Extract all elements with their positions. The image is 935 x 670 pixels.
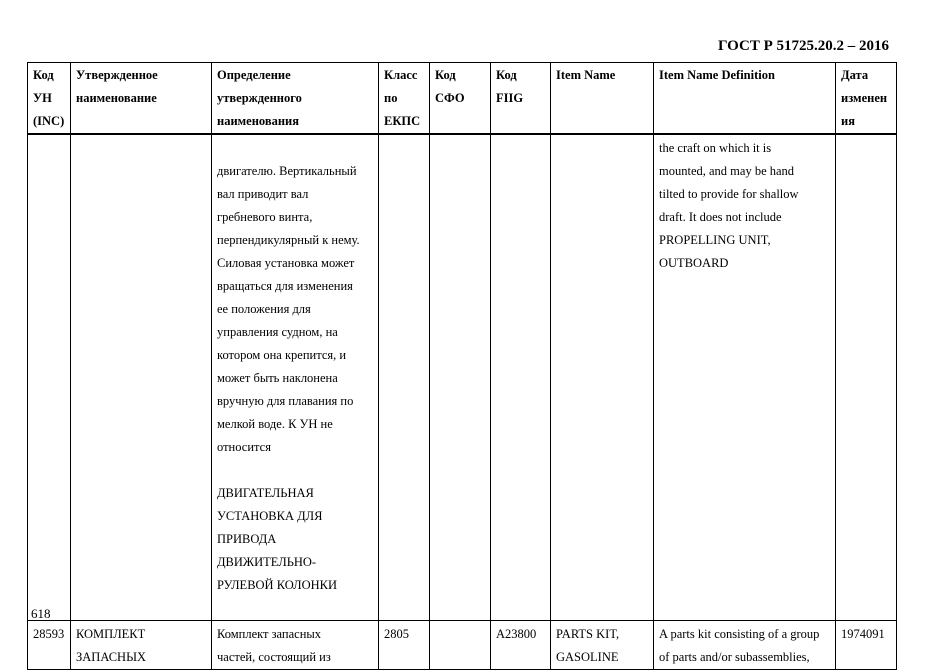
column-header-class-ekps: Класс по ЕКПС	[379, 63, 430, 135]
cell-inc: 28593	[28, 621, 71, 670]
cell-inc	[28, 134, 71, 621]
document-code: ГОСТ Р 51725.20.2 – 2016	[717, 38, 889, 54]
definition-excluded-name: ДВИГАТЕЛЬНАЯ УСТАНОВКА ДЛЯ ПРИВОДА ДВИЖИТЕЛЬНО- РУЛЕВОЙ КОЛОНКИ	[217, 486, 338, 592]
cell-class-ekps	[379, 134, 430, 621]
cell-date-changed: 1974091	[836, 621, 897, 670]
cell-date-changed	[836, 134, 897, 621]
column-header-item-name: Item Name	[551, 63, 654, 135]
cell-definition: Комплект запасных частей, состоящий из	[212, 621, 379, 670]
cell-code-sfo	[430, 134, 491, 621]
cell-approved-name: КОМПЛЕКТ ЗАПАСНЫХ	[71, 621, 212, 670]
cell-definition	[212, 134, 379, 621]
catalog-table	[27, 62, 897, 670]
cell-approved-name	[71, 134, 212, 621]
cell-code-fiig	[491, 134, 551, 621]
column-header-item-name-definition: Item Name Definition	[654, 63, 836, 135]
definition-text: двигателю. Вертикальный вал приводит вал гребневого винта, перпендикулярный к нему. Силовая установка может вращаться для изменения ее положения для управления судном, на котором она крепится, и может быть наклонена вручную для плавания по мелкой воде. К УН не относится	[217, 164, 360, 454]
column-header-date-changed: Дата изменен ия	[836, 63, 897, 135]
column-header-code-sfo: Код СФО	[430, 63, 491, 135]
cell-code-fiig: A23800	[491, 621, 551, 670]
column-header-inc: Код УН (INC)	[28, 63, 71, 135]
column-header-definition: Определение утвержденного наименования	[212, 63, 379, 135]
cell-class-ekps: 2805	[379, 621, 430, 670]
table-row	[28, 621, 897, 670]
column-header-code-fiig: Код FIIG	[491, 63, 551, 135]
table-row	[28, 134, 897, 621]
cell-item-name: PARTS KIT, GASOLINE	[551, 621, 654, 670]
cell-item-name-definition: the craft on which it is mounted, and may be hand tilted to provide for shallow draft. It does not include PROPELLING UNIT, OUTBOARD	[654, 134, 836, 621]
cell-item-name-definition: A parts kit consisting of a group of parts and/or subassemblies,	[654, 621, 836, 670]
page-number: 618	[31, 606, 51, 621]
table-header-row	[28, 63, 897, 135]
cell-item-name	[551, 134, 654, 621]
cell-code-sfo	[430, 621, 491, 670]
column-header-approved-name: Утвержденное наименование	[71, 63, 212, 135]
